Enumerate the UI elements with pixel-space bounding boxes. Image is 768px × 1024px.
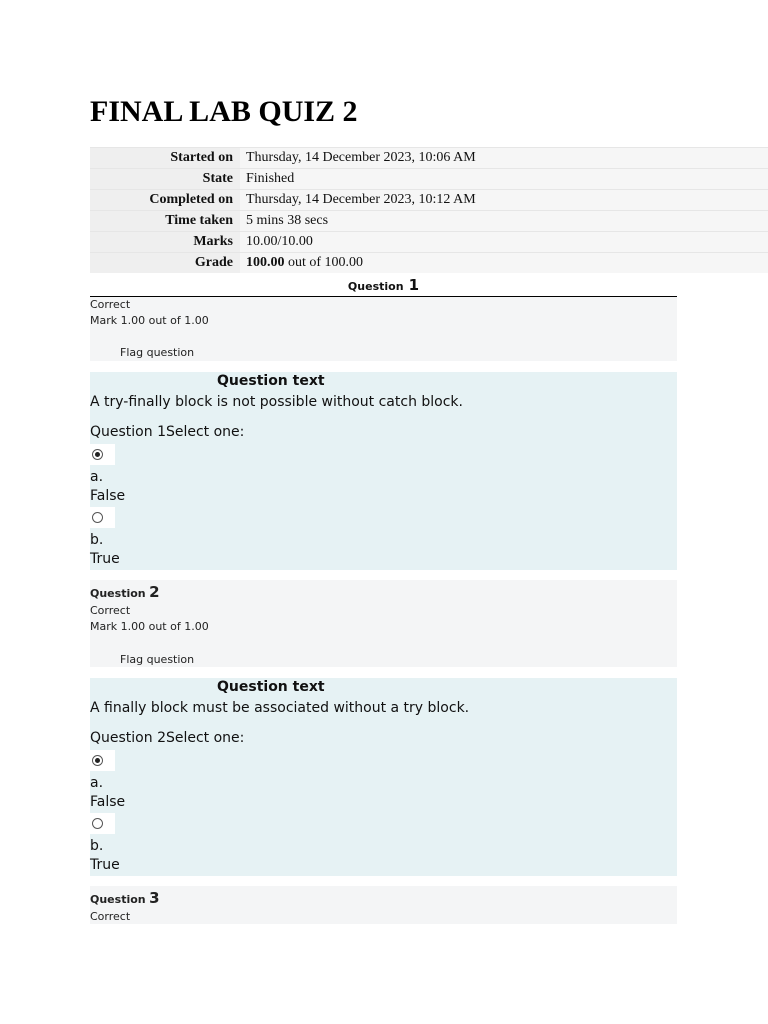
page-title: FINAL LAB QUIZ 2	[90, 95, 358, 128]
question-number: 3	[149, 889, 160, 907]
question-text-heading: Question text	[217, 373, 325, 389]
option-a-label: False	[90, 794, 126, 810]
summary-row-grade	[90, 253, 768, 274]
option-b-label: True	[90, 551, 120, 567]
option-a-radio-cell	[90, 750, 115, 771]
question-2-info	[90, 580, 677, 667]
summary-value: 5 mins 38 secs	[240, 211, 768, 232]
radio-selected-dot	[95, 452, 100, 457]
question-text: A finally block must be associated without a try block.	[90, 700, 470, 716]
summary-value: Thursday, 14 December 2023, 10:06 AM	[240, 148, 768, 169]
option-b-label: True	[90, 857, 120, 873]
question-3-header	[90, 889, 160, 907]
question-text-heading: Question text	[217, 679, 325, 695]
flag-question-link[interactable]: Flag question	[120, 346, 195, 359]
question-number: 2	[149, 583, 160, 601]
summary-row-state	[90, 169, 768, 190]
question-mark: Mark 1.00 out of 1.00	[90, 620, 209, 633]
grade-out-of: out of 100.00	[284, 255, 364, 270]
summary-label: Completed on	[90, 190, 240, 211]
option-b-radio[interactable]	[92, 512, 103, 523]
option-b-letter: b.	[90, 838, 104, 854]
question-1-header	[90, 276, 677, 297]
grade-score: 100.00	[246, 255, 285, 270]
summary-value: Finished	[240, 169, 768, 190]
option-b-letter: b.	[90, 532, 104, 548]
question-status: Correct	[90, 910, 131, 923]
question-2-header	[90, 583, 160, 601]
option-a-label: False	[90, 488, 126, 504]
option-a-radio[interactable]	[92, 755, 103, 766]
question-status: Correct	[90, 298, 131, 311]
question-1-info	[90, 297, 677, 361]
question-word: Question	[347, 280, 404, 293]
select-one-prompt: Question 2Select one:	[90, 730, 245, 746]
summary-label: Time taken	[90, 211, 240, 232]
option-b-radio-cell	[90, 813, 115, 834]
question-text: A try-finally block is not possible without catch block.	[90, 394, 463, 410]
option-a-radio-cell	[90, 444, 115, 465]
summary-value: Thursday, 14 December 2023, 10:12 AM	[240, 190, 768, 211]
summary-row-started	[90, 148, 768, 169]
option-a-letter: a.	[90, 775, 104, 791]
question-word: Question	[90, 893, 146, 906]
radio-selected-dot	[95, 758, 100, 763]
summary-row-completed	[90, 190, 768, 211]
option-a-radio[interactable]	[92, 449, 103, 460]
summary-label: Started on	[90, 148, 240, 169]
question-mark: Mark 1.00 out of 1.00	[90, 314, 209, 327]
question-1-content	[90, 372, 677, 570]
summary-row-time-taken	[90, 211, 768, 232]
summary-label: State	[90, 169, 240, 190]
summary-value	[240, 253, 768, 274]
summary-value: 10.00/10.00	[240, 232, 768, 253]
select-one-prompt: Question 1Select one:	[90, 424, 245, 440]
question-word: Question	[90, 587, 146, 600]
option-b-radio-cell	[90, 507, 115, 528]
summary-label: Marks	[90, 232, 240, 253]
option-b-radio[interactable]	[92, 818, 103, 829]
question-2-content	[90, 678, 677, 876]
question-number: 1	[408, 276, 420, 294]
flag-question-link[interactable]: Flag question	[120, 653, 195, 666]
question-status: Correct	[90, 604, 131, 617]
summary-label: Grade	[90, 253, 240, 274]
option-a-letter: a.	[90, 469, 104, 485]
summary-row-marks	[90, 232, 768, 253]
attempt-summary-table	[90, 147, 768, 273]
question-3-info	[90, 886, 677, 924]
